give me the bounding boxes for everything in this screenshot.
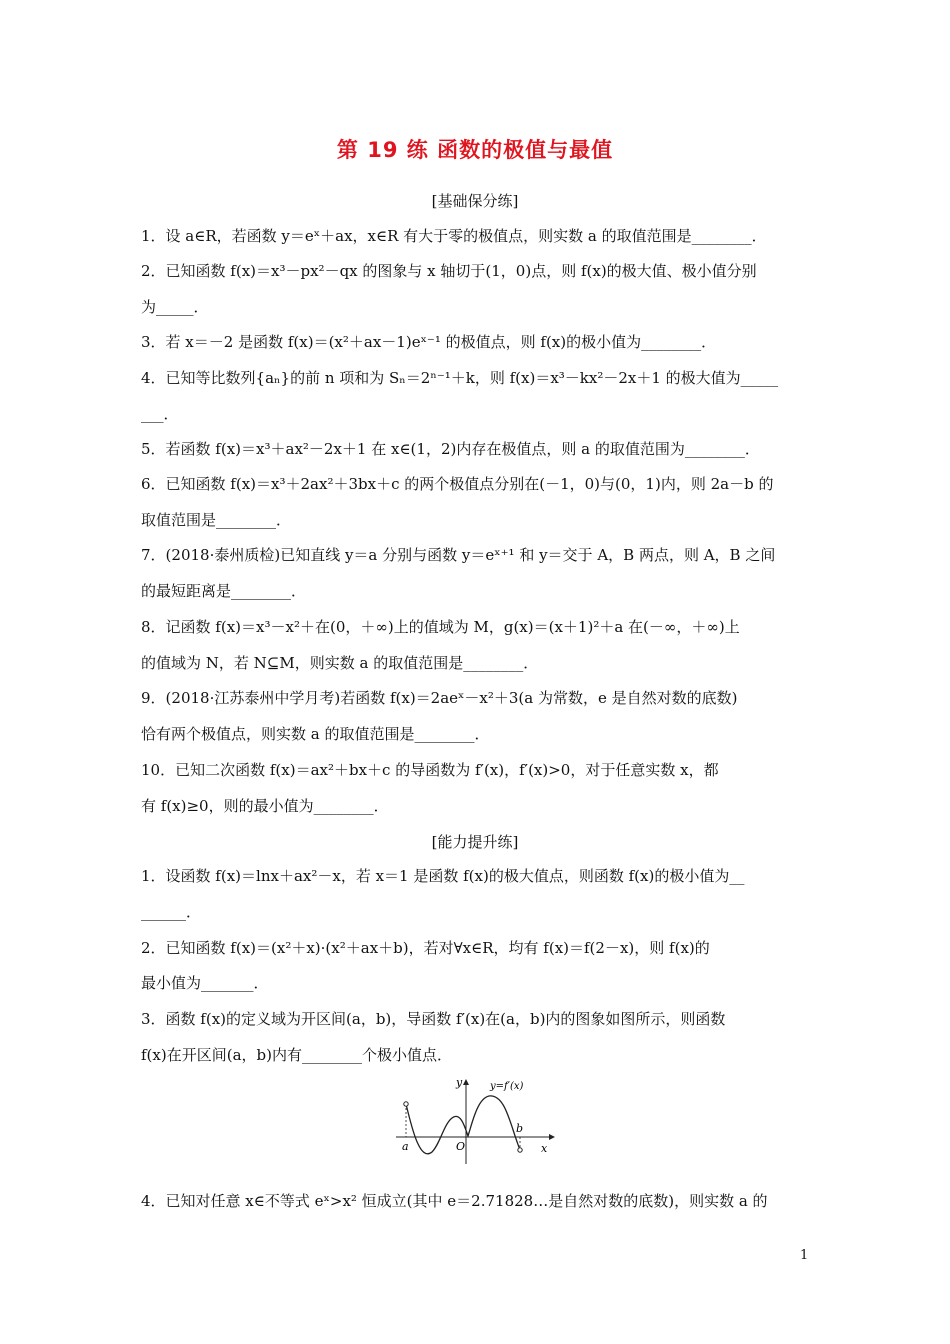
origin-label: O bbox=[456, 1140, 466, 1153]
curve-label: y=f′(x) bbox=[490, 1081, 524, 1092]
problem-line: 的最短距离是________． bbox=[141, 582, 307, 600]
problem-line: 5．若函数 f(x)＝x³＋ax²－2x＋1 在 x∈(1，2)内存在极值点，则 a 的取值范围为________． bbox=[141, 440, 760, 458]
problem-line: ___． bbox=[141, 405, 179, 423]
section-basic-heading: [基础保分练] bbox=[431, 192, 519, 210]
problem-line: 9．(2018·江苏泰州中学月考)若函数 f(x)＝2aeˣ－x²＋3(a 为常数，e 是自然对数的底数) bbox=[141, 689, 738, 707]
b-label: b bbox=[516, 1122, 524, 1135]
page-title: 第 19 练 函数的极值与最值 bbox=[336, 138, 614, 162]
problem-line: 3．函数 f(x)的定义域为开区间(a，b)，导函数 f′(x)在(a，b)内的图象如图所示，则函数 bbox=[141, 1010, 726, 1028]
page-number: 1 bbox=[800, 1248, 809, 1263]
derivative-graph-figure bbox=[394, 1074, 564, 1166]
problem-line: 4．已知等比数列{aₙ}的前 n 项和为 Sₙ＝2ⁿ⁻¹＋k，则 f(x)＝x³－kx²－2x＋1 的极大值为_____ bbox=[141, 369, 779, 387]
problem-line: 8．记函数 f(x)＝x³－x²＋在(0，＋∞)上的值域为 M，g(x)＝(x＋1)²＋a 在(－∞，＋∞)上 bbox=[141, 618, 740, 636]
y-axis-label: y bbox=[456, 1076, 463, 1089]
problem-line: 3．若 x＝－2 是函数 f(x)＝(x²＋ax－1)eˣ⁻¹ 的极值点，则 f(x)的极小值为________． bbox=[141, 333, 717, 351]
b-endpoint bbox=[518, 1148, 522, 1152]
problem-line: 10．已知二次函数 f(x)＝ax²＋bx＋c 的导函数为 f′(x)，f′(x)>0，对于任意实数 x，都 bbox=[141, 761, 719, 779]
problem-line: 的值域为 N，若 N⊆M，则实数 a 的取值范围是________． bbox=[141, 654, 539, 672]
problem-line: ______． bbox=[141, 903, 202, 921]
problem-line: 有 f(x)≥0，则的最小值为________． bbox=[141, 797, 389, 815]
problem-line: 6．已知函数 f(x)＝x³＋2ax²＋3bx＋c 的两个极值点分别在(－1，0)与(0，1)内，则 2a－b 的 bbox=[141, 475, 774, 493]
a-label: a bbox=[402, 1140, 409, 1153]
problem-line: 4．已知对任意 x∈不等式 eˣ>x² 恒成立(其中 e＝2.71828…是自然对数的底数)，则实数 a 的 bbox=[141, 1192, 768, 1210]
problem-line: 恰有两个极值点，则实数 a 的取值范围是________． bbox=[141, 725, 490, 743]
a-endpoint bbox=[404, 1102, 408, 1106]
problem-line: 1．设 a∈R，若函数 y＝eˣ＋ax，x∈R 有大于零的极值点，则实数 a 的取值范围是________． bbox=[141, 227, 767, 245]
problem-line: 为_____． bbox=[141, 298, 209, 316]
section-advanced-heading: [能力提升练] bbox=[431, 833, 519, 851]
x-axis-label: x bbox=[541, 1142, 548, 1155]
problem-line: 取值范围是________． bbox=[141, 511, 292, 529]
problem-line: 1．设函数 f(x)＝lnx＋ax²－x，若 x＝1 是函数 f(x)的极大值点，则函数 f(x)的极小值为__ bbox=[141, 867, 745, 885]
problem-line: 最小值为_______． bbox=[141, 974, 269, 992]
problem-line: 7．(2018·泰州质检)已知直线 y＝a 分别与函数 y＝eˣ⁺¹ 和 y＝交于 A，B 两点，则 A，B 之间 bbox=[141, 546, 776, 564]
problem-line: 2．已知函数 f(x)＝x³－px²－qx 的图象与 x 轴切于(1，0)点，则 f(x)的极大值、极小值分别 bbox=[141, 262, 757, 280]
problem-line: 2．已知函数 f(x)＝(x²＋x)·(x²＋ax＋b)，若对∀x∈R，均有 f(x)＝f(2－x)，则 f(x)的 bbox=[141, 939, 710, 957]
problem-line: f(x)在开区间(a，b)内有________个极小值点． bbox=[141, 1046, 452, 1064]
